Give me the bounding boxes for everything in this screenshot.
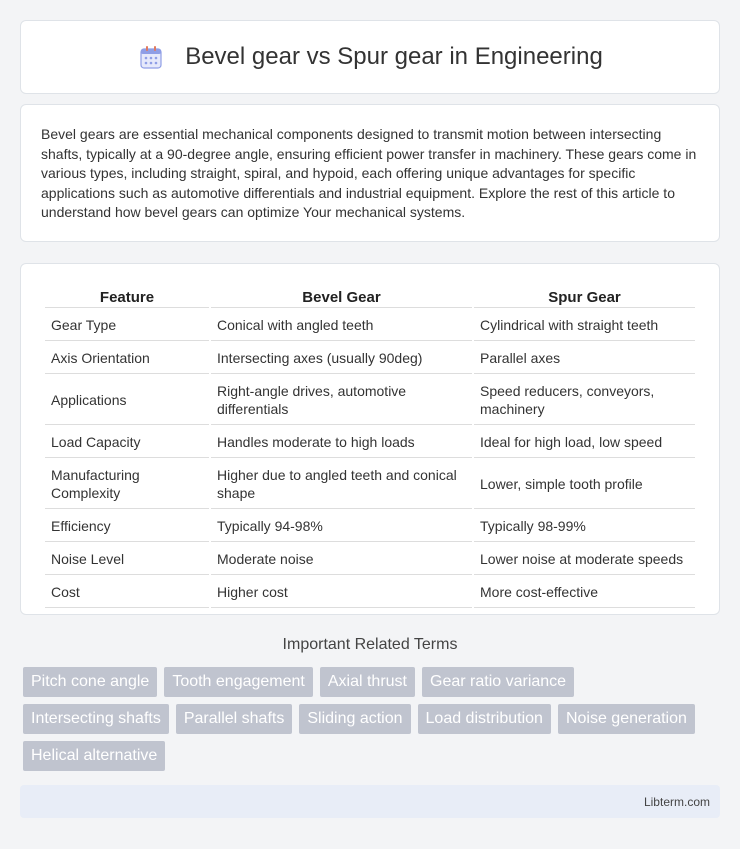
table-row	[45, 376, 695, 425]
table-header-row	[45, 286, 695, 308]
related-term-tag[interactable]: Noise generation	[558, 704, 695, 734]
related-term-tag[interactable]: Parallel shafts	[176, 704, 293, 734]
table-cell: Efficiency	[45, 511, 209, 542]
calendar-icon	[137, 43, 165, 71]
table-cell: Typically 98-99%	[474, 511, 695, 542]
related-terms-list	[23, 667, 723, 778]
table-cell: Higher cost	[211, 577, 472, 608]
header-feature: Feature	[45, 286, 209, 308]
footer-brand-link[interactable]: Libterm.com	[643, 794, 710, 809]
related-term-tag[interactable]: Axial thrust	[320, 667, 415, 697]
table-row	[45, 427, 695, 458]
table-cell: Axis Orientation	[45, 343, 209, 374]
comparison-table-card	[20, 263, 720, 615]
table-cell: Right-angle drives, automotive differentials	[211, 376, 472, 425]
table-cell: Applications	[45, 376, 209, 425]
table-row	[45, 544, 695, 575]
comparison-table	[43, 284, 697, 610]
table-cell: Manufacturing Complexity	[45, 460, 209, 509]
table-cell: More cost-effective	[474, 577, 695, 608]
intro-paragraph: Bevel gears are essential mechanical components designed to transmit motion between intersecting shafts, typically at a 90-degree angle, ensuring efficient power transfer in machinery. These gears come in various types, including straight, spiral, and hypoid, each offering unique advantages for specific applications such as automotive differentials and industrial equipment. Explore the rest of this article to understand how bevel gears can optimize Your mechanical systems.	[41, 126, 697, 221]
table-cell: Lower noise at moderate speeds	[474, 544, 695, 575]
table-cell: Parallel axes	[474, 343, 695, 374]
table-row	[45, 511, 695, 542]
related-term-tag[interactable]: Load distribution	[418, 704, 551, 734]
header-spur-gear: Spur Gear	[474, 286, 695, 308]
table-row	[45, 460, 695, 509]
title-card	[20, 20, 720, 94]
related-term-tag[interactable]: Intersecting shafts	[23, 704, 169, 734]
table-cell: Higher due to angled teeth and conical shape	[211, 460, 472, 509]
table-cell: Cost	[45, 577, 209, 608]
page-title: Bevel gear vs Spur gear in Engineering	[185, 43, 603, 70]
intro-card	[20, 104, 720, 242]
table-cell: Intersecting axes (usually 90deg)	[211, 343, 472, 374]
table-row	[45, 310, 695, 341]
related-terms-title: Important Related Terms	[282, 636, 458, 653]
related-term-tag[interactable]: Gear ratio variance	[422, 667, 574, 697]
related-term-tag[interactable]: Helical alternative	[23, 741, 165, 771]
table-row	[45, 577, 695, 608]
related-term-tag[interactable]: Tooth engagement	[164, 667, 313, 697]
table-cell: Ideal for high load, low speed	[474, 427, 695, 458]
table-cell: Cylindrical with straight teeth	[474, 310, 695, 341]
table-cell: Load Capacity	[45, 427, 209, 458]
table-cell: Typically 94-98%	[211, 511, 472, 542]
related-term-tag[interactable]: Pitch cone angle	[23, 667, 157, 697]
table-cell: Conical with angled teeth	[211, 310, 472, 341]
footer	[20, 785, 720, 818]
table-cell: Handles moderate to high loads	[211, 427, 472, 458]
related-term-tag[interactable]: Sliding action	[299, 704, 410, 734]
table-cell: Moderate noise	[211, 544, 472, 575]
table-cell: Gear Type	[45, 310, 209, 341]
table-cell: Speed reducers, conveyors, machinery	[474, 376, 695, 425]
table-row	[45, 343, 695, 374]
header-bevel-gear: Bevel Gear	[211, 286, 472, 308]
table-cell: Lower, simple tooth profile	[474, 460, 695, 509]
table-cell: Noise Level	[45, 544, 209, 575]
